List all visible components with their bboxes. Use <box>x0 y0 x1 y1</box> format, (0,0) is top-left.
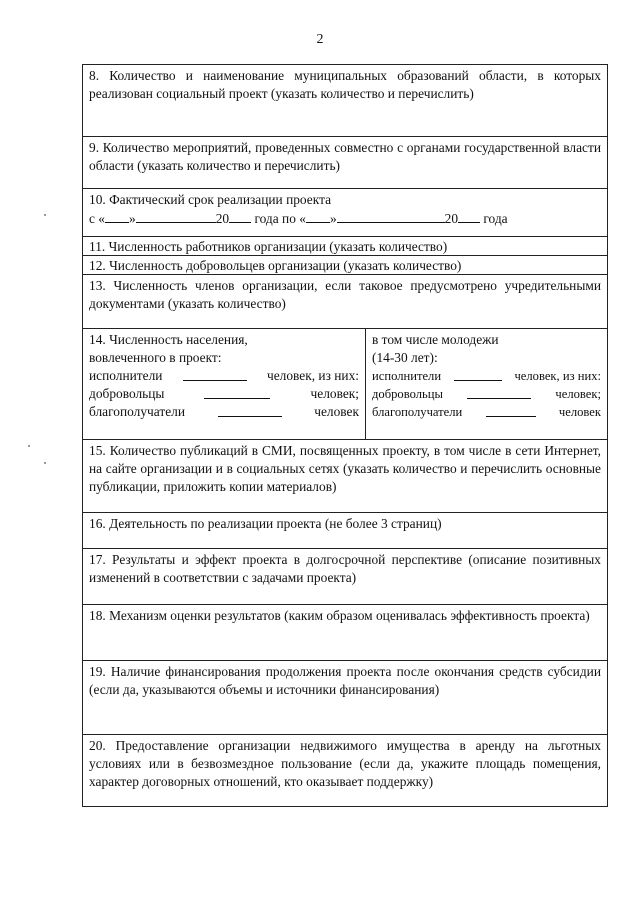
row-14-left <box>83 329 366 439</box>
row-14-right-line2: (14-30 лет): <box>372 350 438 365</box>
row-14-right <box>366 329 607 439</box>
row-11-text: 11. Численность работников организации (указать количество) <box>89 239 448 254</box>
row-10-title: 10. Фактический срок реализации проекта <box>89 192 332 207</box>
label-exec-tail: человек, из них: <box>266 368 359 383</box>
row-10-year-prefix-2: 20 <box>444 211 459 226</box>
row-14-left-ben <box>89 403 359 421</box>
margin-dot <box>28 445 30 447</box>
row-14-left-line2: вовлеченного в проект: <box>89 350 222 365</box>
row-10-to: года по « <box>254 211 306 226</box>
row-10-quote: » <box>129 211 136 226</box>
row-17 <box>83 549 607 605</box>
row-8-text: 8. Количество и наименование муниципальных образований области, в которых реализован социальный проект (указать количество и перечислить) <box>89 68 601 101</box>
day-to-blank[interactable] <box>306 209 330 223</box>
row-14-right-line1: в том числе молодежи <box>372 332 499 347</box>
day-from-blank[interactable] <box>105 209 129 223</box>
row-15-text: 15. Количество публикаций в СМИ, посвященных проекту, в том числе в сети Интернет, на сайте организации и в социальных сетях (указать количество и перечислить основные публикации, приложить копии материалов) <box>89 443 601 494</box>
label-youth-ben: благополучатели <box>372 405 463 419</box>
label-exec: исполнители <box>89 368 163 383</box>
year-from-blank[interactable] <box>229 209 251 223</box>
label-youth-exec: исполнители <box>372 369 442 383</box>
row-14-left-exec <box>89 367 359 385</box>
label-ben: благополучатели <box>89 404 185 419</box>
row-10-year-prefix: 20 <box>215 211 230 226</box>
questionnaire-table <box>82 64 608 807</box>
vol-blank[interactable] <box>204 385 270 399</box>
row-12 <box>83 256 607 275</box>
label-youth-ben-tail: человек <box>558 405 601 419</box>
margin-dot <box>44 462 46 464</box>
row-10-year-word: года <box>483 211 508 226</box>
row-13 <box>83 275 607 329</box>
month-to-blank[interactable] <box>337 209 445 223</box>
row-9-text: 9. Количество мероприятий, проведенных совместно с органами государственной власти области (указать количество и перечислить) <box>89 140 601 173</box>
row-18 <box>83 605 607 661</box>
row-9 <box>83 137 607 189</box>
row-20-text: 20. Предоставление организации недвижимого имущества в аренду на льготных условиях или в безвозмездное пользование (если да, укажите площадь помещения, характер договорных отношений, кто оказывает поддержку) <box>89 738 601 789</box>
row-20 <box>83 735 607 807</box>
row-19 <box>83 661 607 735</box>
row-12-text: 12. Численность добровольцев организации (указать количество) <box>89 258 462 273</box>
row-10-quote-2: » <box>329 211 337 226</box>
row-10-from: с « <box>89 211 105 226</box>
row-18-text: 18. Механизм оценки результатов (каким образом оценивалась эффективность проекта) <box>89 608 590 623</box>
youth-exec-blank[interactable] <box>454 367 502 381</box>
youth-ben-blank[interactable] <box>486 403 536 417</box>
label-ben-tail: человек <box>314 404 359 419</box>
row-14 <box>83 329 607 440</box>
row-11 <box>83 237 607 256</box>
row-10 <box>83 189 607 237</box>
label-vol: добровольцы <box>89 386 165 401</box>
month-from-blank[interactable] <box>136 209 216 223</box>
label-youth-vol-tail: человек; <box>555 387 601 401</box>
row-14-right-vol <box>372 385 601 403</box>
row-16-text: 16. Деятельность по реализации проекта (не более 3 страниц) <box>89 516 442 531</box>
row-16 <box>83 513 607 549</box>
row-17-text: 17. Результаты и эффект проекта в долгосрочной перспективе (описание позитивных изменений в соответствии с задачами проекта) <box>89 552 601 585</box>
year-to-blank[interactable] <box>458 209 480 223</box>
label-youth-exec-tail: человек, из них: <box>514 369 601 383</box>
row-14-right-exec <box>372 367 601 385</box>
label-youth-vol: добровольцы <box>372 387 443 401</box>
exec-blank[interactable] <box>183 367 247 381</box>
row-19-text: 19. Наличие финансирования продолжения проекта после окончания средств субсидии (если да, указываются объемы и источники финансирования) <box>89 664 601 697</box>
youth-vol-blank[interactable] <box>467 385 531 399</box>
row-14-right-ben <box>372 403 601 421</box>
page-number: 2 <box>316 32 324 47</box>
row-15 <box>83 440 607 513</box>
row-13-text: 13. Численность членов организации, если таковое предусмотрено учредительными документами (указать количество) <box>89 278 601 311</box>
row-8 <box>83 65 607 137</box>
margin-dot <box>44 214 46 216</box>
label-vol-tail: человек; <box>310 386 359 401</box>
row-14-left-vol <box>89 385 359 403</box>
ben-blank[interactable] <box>218 403 282 417</box>
row-10-dates <box>89 209 601 228</box>
row-14-left-line1: 14. Численность населения, <box>89 332 248 347</box>
